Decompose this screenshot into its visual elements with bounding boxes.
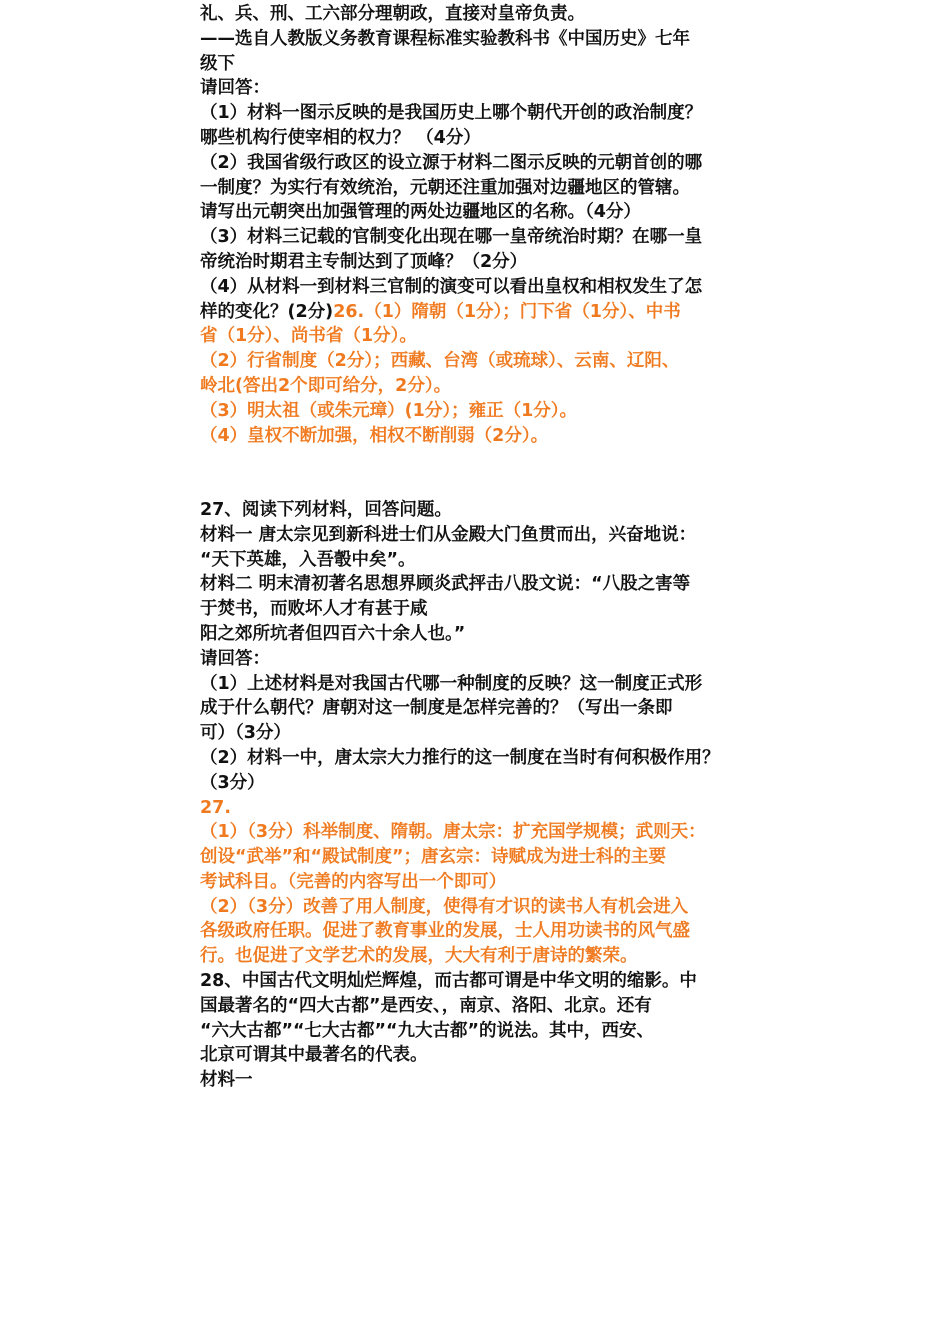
text-line xyxy=(200,1068,770,1093)
question-text: （1）上述材料是对我国古代哪一种制度的反映？这一制度正式形 xyxy=(200,673,703,694)
text-line xyxy=(200,498,770,523)
text-line xyxy=(200,721,770,746)
text-line xyxy=(200,250,770,275)
question-text: （2）材料一中，唐太宗大力推行的这一制度在当时有何积极作用？ xyxy=(200,747,720,768)
answer-line xyxy=(200,424,770,449)
question-text: 可）（3分） xyxy=(200,723,291,744)
text-line xyxy=(200,52,770,77)
question-text: 材料二 明末清初著名思想界顾炎武抨击八股文说：“八股之害等 xyxy=(200,574,691,595)
question-text: （3）材料三记载的官制变化出现在哪一皇帝统治时期？在哪一皇 xyxy=(200,227,703,248)
answer-line xyxy=(200,944,770,969)
text-line xyxy=(200,572,770,597)
text-line xyxy=(200,225,770,250)
question-text: （4）从材料一到材料三官制的演变可以看出皇权和相权发生了怎 xyxy=(200,276,703,297)
question-text: 一制度？为实行有效统治，元朝还注重加强对边疆地区的管辖。 xyxy=(200,177,690,198)
answer-line xyxy=(200,919,770,944)
text-line xyxy=(200,27,770,52)
answer-text: 岭北(答出2个即可给分，2分）。 xyxy=(200,375,452,396)
answer-line xyxy=(200,870,770,895)
question-text: 于焚书，而败坏人才有甚于咸 xyxy=(200,599,428,620)
answer-line xyxy=(200,324,770,349)
answer-text: 各级政府任职。促进了教育事业的发展，士人用功读书的风气盛 xyxy=(200,921,690,942)
question-text: 请写出元朝突出加强管理的两处边疆地区的名称。（4分） xyxy=(200,202,641,223)
answer-line xyxy=(200,349,770,374)
answer-line xyxy=(200,820,770,845)
answer-text: （2）（3分）改善了用人制度，使得有才识的读书人有机会进入 xyxy=(200,896,689,917)
question-text: 成于什么朝代？唐朝对这一制度是怎样完善的？（写出一条即 xyxy=(200,698,673,719)
text-line xyxy=(200,994,770,1019)
text-line xyxy=(200,76,770,101)
answer-line xyxy=(200,374,770,399)
question-text: “六大古都”“七大古都”“九大古都”的说法。其中，西安、 xyxy=(200,1020,655,1041)
question-text: 北京可谓其中最著名的代表。 xyxy=(200,1045,428,1066)
question-text: “天下英雄，入吾彀中矣”。 xyxy=(200,549,416,570)
question-text: 材料一 xyxy=(200,1070,253,1091)
text-line xyxy=(200,126,770,151)
question-text: 国最著名的“四大古都”是西安、，南京、洛阳、北京。还有 xyxy=(200,995,652,1016)
text-line xyxy=(200,622,770,647)
question-text: （2）我国省级行政区的设立源于材料二图示反映的元朝首创的哪 xyxy=(200,152,703,173)
answer-text: 行。也促进了文学艺术的发展，大大有利于唐诗的繁荣。 xyxy=(200,946,638,967)
question-text: 阳之郊所坑者但四百六十余人也。” xyxy=(200,623,466,644)
answer-text: 省（1分）、尚书省（1分）。 xyxy=(200,326,417,347)
text-line xyxy=(200,1019,770,1044)
question-text: ——选自人教版义务教育课程标准实验教科书《中国历史》七年 xyxy=(200,28,690,49)
question-text: 礼、兵、刑、工六部分理朝政，直接对皇帝负责。 xyxy=(200,4,585,24)
blank-gap xyxy=(200,448,770,498)
question-text: 哪些机构行使宰相的权力？ （4分） xyxy=(200,127,481,148)
question-text: （1）材料一图示反映的是我国历史上哪个朝代开创的政治制度？ xyxy=(200,103,703,124)
answer-text: （3）明太祖（或朱元璋）(1分）；雍正（1分）。 xyxy=(200,400,578,421)
question-text: 级下 xyxy=(200,53,235,74)
text-line xyxy=(200,200,770,225)
answer-text: 26.（1）隋朝（1分）；门下省（1分）、中书 xyxy=(333,301,681,322)
question-text: 请回答： xyxy=(200,78,270,99)
text-line xyxy=(200,101,770,126)
text-line xyxy=(200,696,770,721)
question-text: 28、中国古代文明灿烂辉煌，而古都可谓是中华文明的缩影。中 xyxy=(200,971,697,992)
text-line xyxy=(200,176,770,201)
answer-line xyxy=(200,399,770,424)
text-line xyxy=(200,672,770,697)
text-line xyxy=(200,151,770,176)
question-text: 27、阅读下列材料，回答问题。 xyxy=(200,499,452,520)
text-line xyxy=(200,1043,770,1068)
answer-line xyxy=(200,895,770,920)
question-text: 帝统治时期君主专制达到了顶峰？（2分） xyxy=(200,251,528,272)
text-line xyxy=(200,2,770,27)
text-line xyxy=(200,275,770,300)
question-text: 材料一 唐太宗见到新科进士们从金殿大门鱼贯而出，兴奋地说： xyxy=(200,524,697,545)
text-line xyxy=(200,523,770,548)
answer-line xyxy=(200,796,770,821)
text-line xyxy=(200,746,770,771)
text-line xyxy=(200,647,770,672)
question-text: （3分） xyxy=(200,772,265,793)
answer-text: （1）（3分）科举制度、隋朝。唐太宗：扩充国学规模；武则天： xyxy=(200,822,706,843)
text-line xyxy=(200,969,770,994)
answer-text: 27. xyxy=(200,797,232,818)
text-line xyxy=(200,597,770,622)
question-text: 请回答： xyxy=(200,648,270,669)
text-line xyxy=(200,300,770,325)
answer-text: 创设“武举”和“殿试制度”；唐玄宗：诗赋成为进士科的主要 xyxy=(200,847,667,868)
answer-line xyxy=(200,845,770,870)
text-line xyxy=(200,771,770,796)
answer-text: （4）皇权不断加强，相权不断削弱（2分）。 xyxy=(200,425,549,446)
answer-text: （2）行省制度（2分）；西藏、台湾（或琉球）、云南、辽阳、 xyxy=(200,351,680,372)
question-text: 样的变化？(2分) xyxy=(200,301,334,322)
answer-text: 考试科目。（完善的内容写出一个即可） xyxy=(200,871,507,892)
text-line xyxy=(200,548,770,573)
document-body xyxy=(200,2,770,1093)
